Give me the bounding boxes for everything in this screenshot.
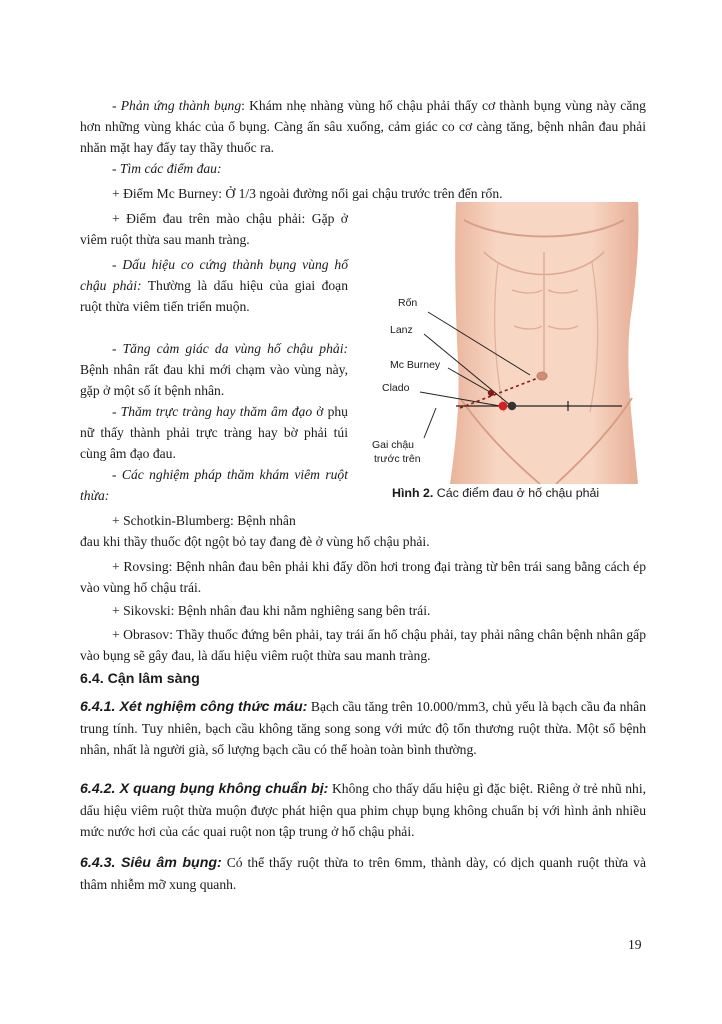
subheading-6-4-3: 6.4.3. Siêu âm bụng: [80,855,222,871]
label-clado: Clado [382,382,410,394]
heading-pain-points: - Tìm các điểm đau: [112,161,222,176]
text-6-4-1: Bạch cầu tăng trên 10.000/mm3, chủ yếu là bạch cầu đa nhân trung tính. Tuy nhiên, bạch cầu không tăng song song với mức độ tổn thương ruột thừa. Một số bệnh nhân, nhất là người già, số lượng bạch cầu có thể hoàn toàn bình thường. [80,699,646,757]
lanz-point [508,402,516,410]
subheading-6-4-2: 6.4.2. X quang bụng không chuẩn bị: [80,781,329,797]
term-rigidity-sign: - Dấu hiệu co cứng thành bụng vùng hố chậu phải: [80,257,348,293]
paragraph-mcburney-point: + Điểm Mc Burney: Ở 1/3 ngoài đường nối gai chậu trước trên đến rốn. [112,186,503,201]
paragraph-6-4-1 [80,696,646,760]
figure-caption [392,483,646,504]
text-6-4-3: Có thể thấy ruột thừa to trên 6mm, thành dày, có dịch quanh ruột thừa và thâm nhiễm mỡ xung quanh. [80,855,646,892]
paragraph-blumberg-start: + Schotkin-Blumberg: Bệnh nhân [112,513,296,528]
figure-abdomen-pain-points [364,202,646,488]
paragraph-6-4-3 [80,852,646,895]
paragraph-blumberg-end: đau khi thầy thuốc đột ngột bỏ tay đang đè ở vùng hố chậu phải. [80,534,430,549]
paragraph-6-4-2 [80,778,646,842]
label-ron: Rốn [398,297,418,309]
label-mcburney: Mc Burney [390,359,441,371]
caption-text: Các điểm đau ở hố chậu phải [433,486,600,500]
paragraph-iliac-crest-point: + Điểm đau trên mào chậu phải: Gặp ở viêm ruột thừa sau manh tràng. [80,211,348,247]
text-rectal-exam: ở phụ nữ thấy thành phải trực tràng hay bờ phải túi cùng âm đạo đau. [80,404,348,461]
paragraph-sikovski: + Sikovski: Bệnh nhân đau khi nằm nghiêng sang bên trái. [112,603,431,618]
mcburney-point [488,390,494,396]
paragraph-abdominal-reaction [80,95,646,158]
section-heading-6-4: 6.4. Cận lâm sàng [80,671,200,687]
term-abdominal-reaction: Phản ứng thành bụng [120,98,242,113]
paragraph-rigidity-sign [80,254,348,317]
label-lanz: Lanz [390,324,413,336]
text-skin-hyperesthesia: Bệnh nhân rất đau khi mới chạm vào vùng này, gặp ở một số ít bệnh nhân. [80,362,348,398]
paragraph-skin-hyperesthesia [80,338,348,401]
paragraph-rectal-exam [80,401,348,464]
heading-exam-maneuvers: - Các nghiệm pháp thăm khám viêm ruột thừa: [80,467,348,503]
clado-point [499,402,508,411]
label-truoc-tren: trước trên [374,453,421,465]
text-abdominal-reaction: : Khám nhẹ nhàng vùng hố chậu phải thấy cơ thành bụng vùng này căng hơn những vùng khác của ổ bụng. Càng ấn sâu xuống, cảm giác co cơ càng tăng, bệnh nhân đau phải nhăn mặt hay đẩy tay thầy thuốc ra. [80,98,646,155]
text-6-4-2: Không cho thấy dấu hiệu gì đặc biệt. Riêng ở trẻ nhũ nhi, dấu hiệu viêm ruột thừa muộn được phát hiện qua phim chụp bụng không chuẩn bị với hình ảnh nhiều mức nước hơi của các quai ruột non tập trung ở hố chậu phải. [80,781,647,839]
paragraph-obrasov: + Obrasov: Thầy thuốc đứng bên phải, tay trái ấn hố chậu phải, tay phải nâng chân bệnh nhân gấp vào bụng sẽ gây đau, là dấu hiệu viêm ruột thừa sau manh tràng. [80,627,646,663]
paragraph-rovsing: + Rovsing: Bệnh nhân đau bên phải khi đẩy dồn hơi trong đại tràng từ bên trái sang bằng cách ép vào vùng hố chậu trái. [80,559,646,595]
term-rectal-exam: - Thăm trực tràng hay thăm âm đạo [112,404,313,419]
page-number: 19 [628,937,642,952]
term-skin-hyperesthesia: - Tăng cảm giác da vùng hố chậu phải: [112,341,348,356]
label-gai-chau: Gai chậu [372,439,415,451]
subheading-6-4-1: 6.4.1. Xét nghiệm công thức máu: [80,699,308,715]
dash: - [112,98,121,113]
navel [537,372,547,380]
abdomen-illustration [364,202,646,484]
text-rigidity-sign: Thường là dấu hiệu của giai đoạn ruột thừa viêm tiến triển muộn. [80,278,348,314]
caption-number: Hình 2. [392,486,434,500]
